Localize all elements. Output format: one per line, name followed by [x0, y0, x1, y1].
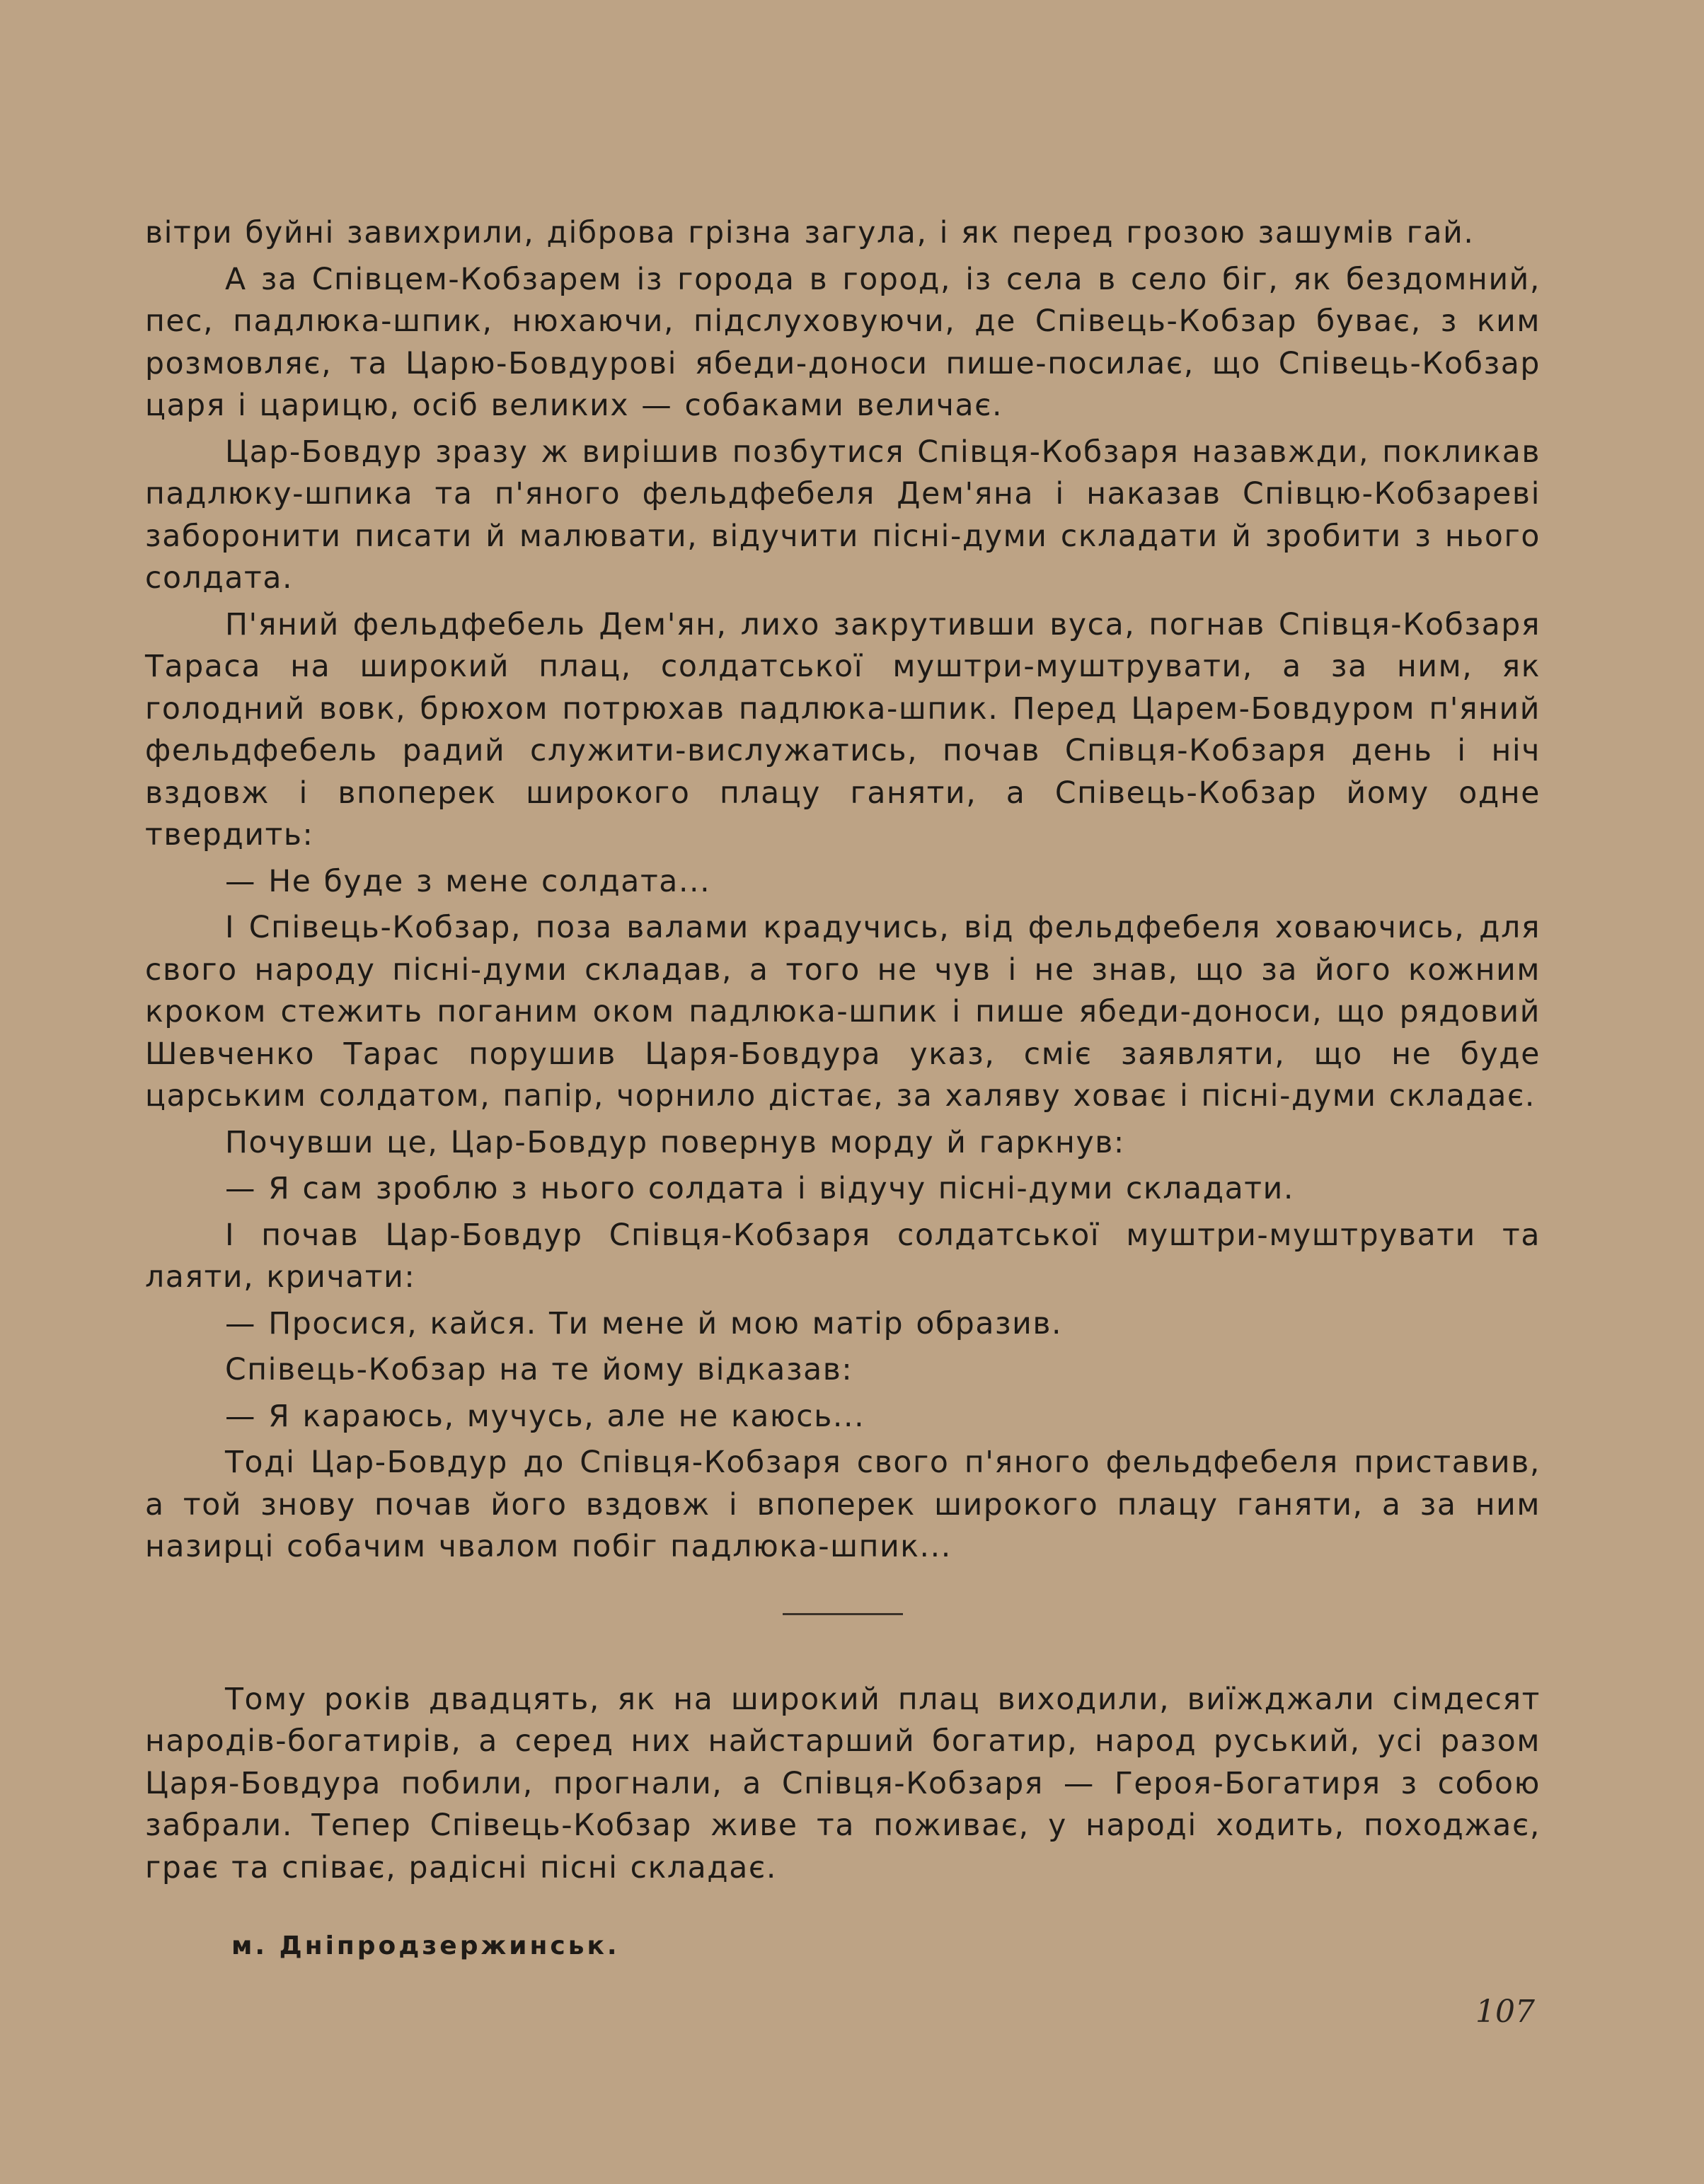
story-text — [145, 212, 1541, 1568]
section-divider — [783, 1613, 903, 1615]
epilogue-text — [145, 1679, 1541, 1890]
paragraph: І Співець-Кобзар, поза валами крадучись, від фельдфебеля ховаючись, для свого народу пісні-думи складав, а того не чув і не знав, що за його кожним кроком стежить поганим оком падлюка-шпик і пише ябеди-доноси, що рядовий Шевченко Тарас порушив Царя-Бовдура указ, сміє заявляти, що не буде царським солдатом, папір, чорнило дістає, за халяву ховає і пісні-думи складає. — [145, 911, 1541, 1114]
paragraph: Почувши це, Цар-Бовдур повернув морду й гаркнув: — [225, 1125, 1125, 1160]
paragraph: А за Співцем-Кобзарем із города в город, із села в село біг, як бездомний, пес, падлюка-шпик, нюхаючи, підслуховуючи, де Співець-Кобзар буває, з ким розмовляє, та Царю-Бовдурові ябеди-доноси пише-посилає, що Співець-Кобзар царя і царицю, осіб великих — собаками величає. — [145, 262, 1541, 423]
paragraph: Цар-Бовдур зразу ж вирішив позбутися Співця-Кобзаря назавжди, покликав падлюку-шпика та п'яного фельдфебеля Дем'яна і наказав Співцю-Кобзареві заборонити писати й малювати, відучити пісні-думи складати й зробити з нього солдата. — [145, 434, 1541, 596]
dialogue-line: — Не буде з мене солдата... — [225, 864, 711, 899]
dialogue-line: — Я караюсь, мучусь, але не каюсь... — [225, 1399, 865, 1434]
page-number: 107 — [1475, 1994, 1535, 2030]
paragraph: Тому років двадцять, як на широкий плац виходили, виїжджали сімдесят народів-богатирів, а серед них найстарший богатир, народ руський, усі разом Царя-Бовдура побили, прогнали, а Співця-Кобзаря — Героя-Богатиря з собою забрали. Тепер Співець-Кобзар живе та поживає, у народі ходить, походжає, грає та співає, радісні пісні складає. — [145, 1682, 1541, 1885]
paragraph: Співець-Кобзар на те йому відказав: — [225, 1353, 853, 1387]
paragraph: Тоді Цар-Бовдур до Співця-Кобзаря свого п'яного фельдфебеля приставив, а той знову почав його вздовж і впоперек широкого плацу ганяти, а за ним назирці собачим чвалом побіг падлюка-шпик... — [145, 1445, 1541, 1564]
place-signature: м. Дніпродзержинськ. — [231, 1931, 620, 1960]
paragraph: П'яний фельдфебель Дем'ян, лихо закрутивши вуса, погнав Співця-Кобзаря Тараса на широкий плац, солдатської муштри-муштрувати, а за ним, як голодний вовк, брюхом потрюхав падлюка-шпик. Перед Царем-Бовдуром п'яний фельдфебель радий служити-вислужатись, почав Співця-Кобзаря день і ніч вздовж і впоперек широкого плацу ганяти, а Співець-Кобзар йому одне твердить: — [145, 607, 1541, 853]
dialogue-line: — Просися, кайся. Ти мене й мою матір образив. — [225, 1306, 1063, 1341]
paragraph: І почав Цар-Бовдур Співця-Кобзаря солдатської муштри-муштрувати та лаяти, кричати: — [145, 1218, 1541, 1295]
paragraph: вітри буйні завихрили, діброва грізна загула, і як перед грозою зашумів гай. — [145, 216, 1475, 250]
page-body — [145, 212, 1541, 1960]
dialogue-line: — Я сам зроблю з нього солдата і відучу пісні-думи складати. — [225, 1172, 1294, 1206]
